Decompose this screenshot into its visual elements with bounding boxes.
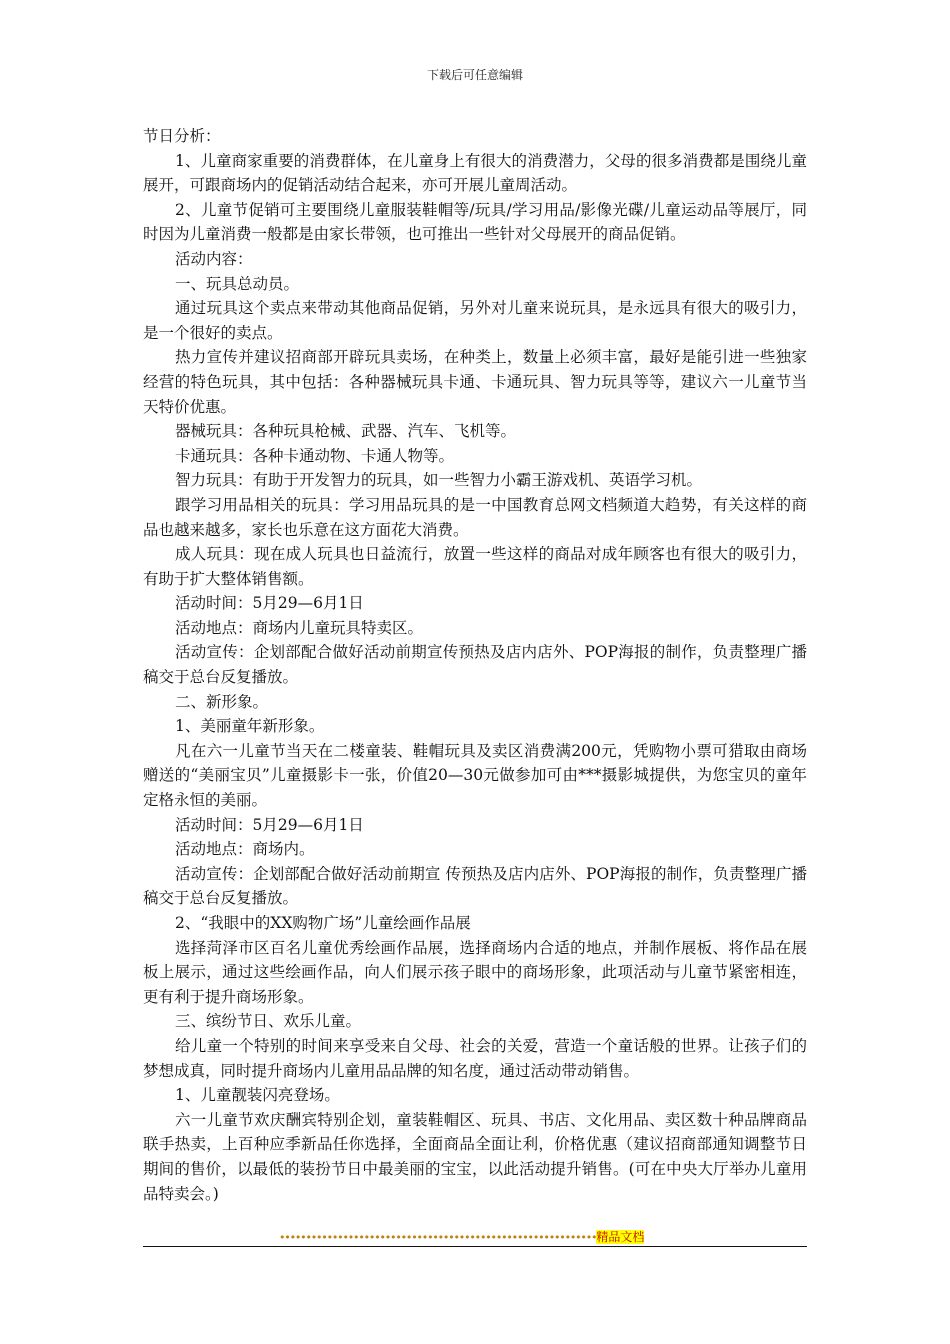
page-header: 下载后可任意编辑 [426, 68, 523, 82]
paragraph: 选择菏泽市区百名儿童优秀绘画作品展，选择商场内合适的地点，并制作展板、将作品在展板上展示，通过这些绘画作品，向人们展示孩子眼中的商场形象，此项活动与儿童节紧密相连，更有利于提升商场形象。 [143, 938, 807, 1006]
paragraph: 活动内容： [175, 249, 253, 268]
paragraph: 1、儿童靓装闪亮登场。 [175, 1086, 340, 1105]
paragraph: 节日分析： [143, 127, 221, 145]
paragraph: 给儿童一个特别的时间来享受来自父母、社会的关爱，营造一个童话般的世界。让孩子们的梦想成真，同时提升商场内儿童用品品牌的知名度，通过活动带动销售。 [143, 1036, 807, 1080]
paragraph: 智力玩具：有助于开发智力的玩具，如一些智力小霸王游戏机、英语学习机。 [175, 471, 703, 490]
paragraph: 1、儿童商家重要的消费群体，在儿童身上有很大的消费潜力，父母的很多消费都是围绕儿童展开，可跟商场内的促销活动结合起来，亦可开展儿童周活动。 [143, 151, 807, 195]
paragraph: 活动时间：5月29—6月1日 [175, 594, 364, 613]
paragraph: 二、新形象。 [175, 692, 269, 711]
paragraph: 三、缤纷节日、欢乐儿童。 [175, 1012, 362, 1031]
paragraph: 活动地点：商场内。 [175, 840, 315, 859]
paragraph: 通过玩具这个卖点来带动其他商品促销，另外对儿童来说玩具，是永远具有很大的吸引力，是一个很好的卖点。 [143, 299, 807, 342]
footer-label: 精品文档 [596, 1230, 645, 1244]
page-footer [279, 1230, 644, 1245]
paragraph: 热力宣传并建议招商部开辟玩具卖场，在种类上，数量上必须丰富，最好是能引进一些独家经营的特色玩具，其中包括：各种器械玩具卡通、卡通玩具、智力玩具等等，建议六一儿童节当天特价优惠。 [143, 348, 807, 416]
paragraph: 卡通玩具：各种卡通动物、卡通人物等。 [175, 446, 455, 465]
paragraph: 跟学习用品相关的玩具：学习用品玩具的是一中国教育总网文档频道大趋势，有关这样的商品也越来越多，家长也乐意在这方面花大消费。 [143, 495, 807, 539]
footer-rule [143, 1246, 807, 1247]
paragraph: 成人玩具：现在成人玩具也日益流行，放置一些这样的商品对成年顾客也有很大的吸引力，有助于扩大整体销售额。 [143, 545, 807, 588]
paragraph: 器械玩具：各种玩具枪械、武器、汽车、飞机等。 [175, 422, 517, 441]
document-body [143, 124, 807, 1206]
paragraph: 2、“我眼中的XX购物广场”儿童绘画作品展 [175, 914, 471, 932]
paragraph: 一、玩具总动员。 [175, 274, 300, 293]
paragraph: 1、美丽童年新形象。 [175, 717, 325, 736]
paragraph: 活动宣传：企划部配合做好活动前期宣 传预热及店内店外、POP海报的制作，负责整理广播稿交于总台反复播放。 [143, 864, 807, 908]
paragraph: 活动宣传：企划部配合做好活动前期宣传预热及店内店外、POP海报的制作，负责整理广播稿交于总台反复播放。 [143, 643, 807, 687]
paragraph: 六一儿童节欢庆酬宾特别企划，童装鞋帽区、玩具、书店、文化用品、卖区数十种品牌商品联手热卖，上百种应季新品任你选择，全面商品全面让利，价格优惠（建议招商部通知调整节日期间的售价，以最低的装扮节日中最美丽的宝宝，以此活动提升销售。(可在中央大厅举办儿童用品特卖会。) [143, 1110, 807, 1203]
paragraph: 活动时间：5月29—6月1日 [175, 815, 364, 834]
paragraph: 凡在六一儿童节当天在二楼童装、鞋帽玩具及卖区消费满200元，凭购物小票可猎取由商场赠送的“美丽宝贝”儿童摄影卡一张，价值20—30元做参加可由***摄影城提供，为您宝贝的童年定格永恒的美丽。 [143, 741, 807, 810]
paragraph: 2、儿童节促销可主要围绕儿童服装鞋帽等/玩具/学习用品/影像光碟/儿童运动品等展厅，同时因为儿童消费一般都是由家长带领，也可推出一些针对父母展开的商品促销。 [143, 200, 807, 244]
footer-dots: •••••••••••••••••••••••••••••••••••••••••••••••••••••••••••• [279, 1231, 597, 1244]
paragraph: 活动地点：商场内儿童玩具特卖区。 [175, 618, 424, 637]
